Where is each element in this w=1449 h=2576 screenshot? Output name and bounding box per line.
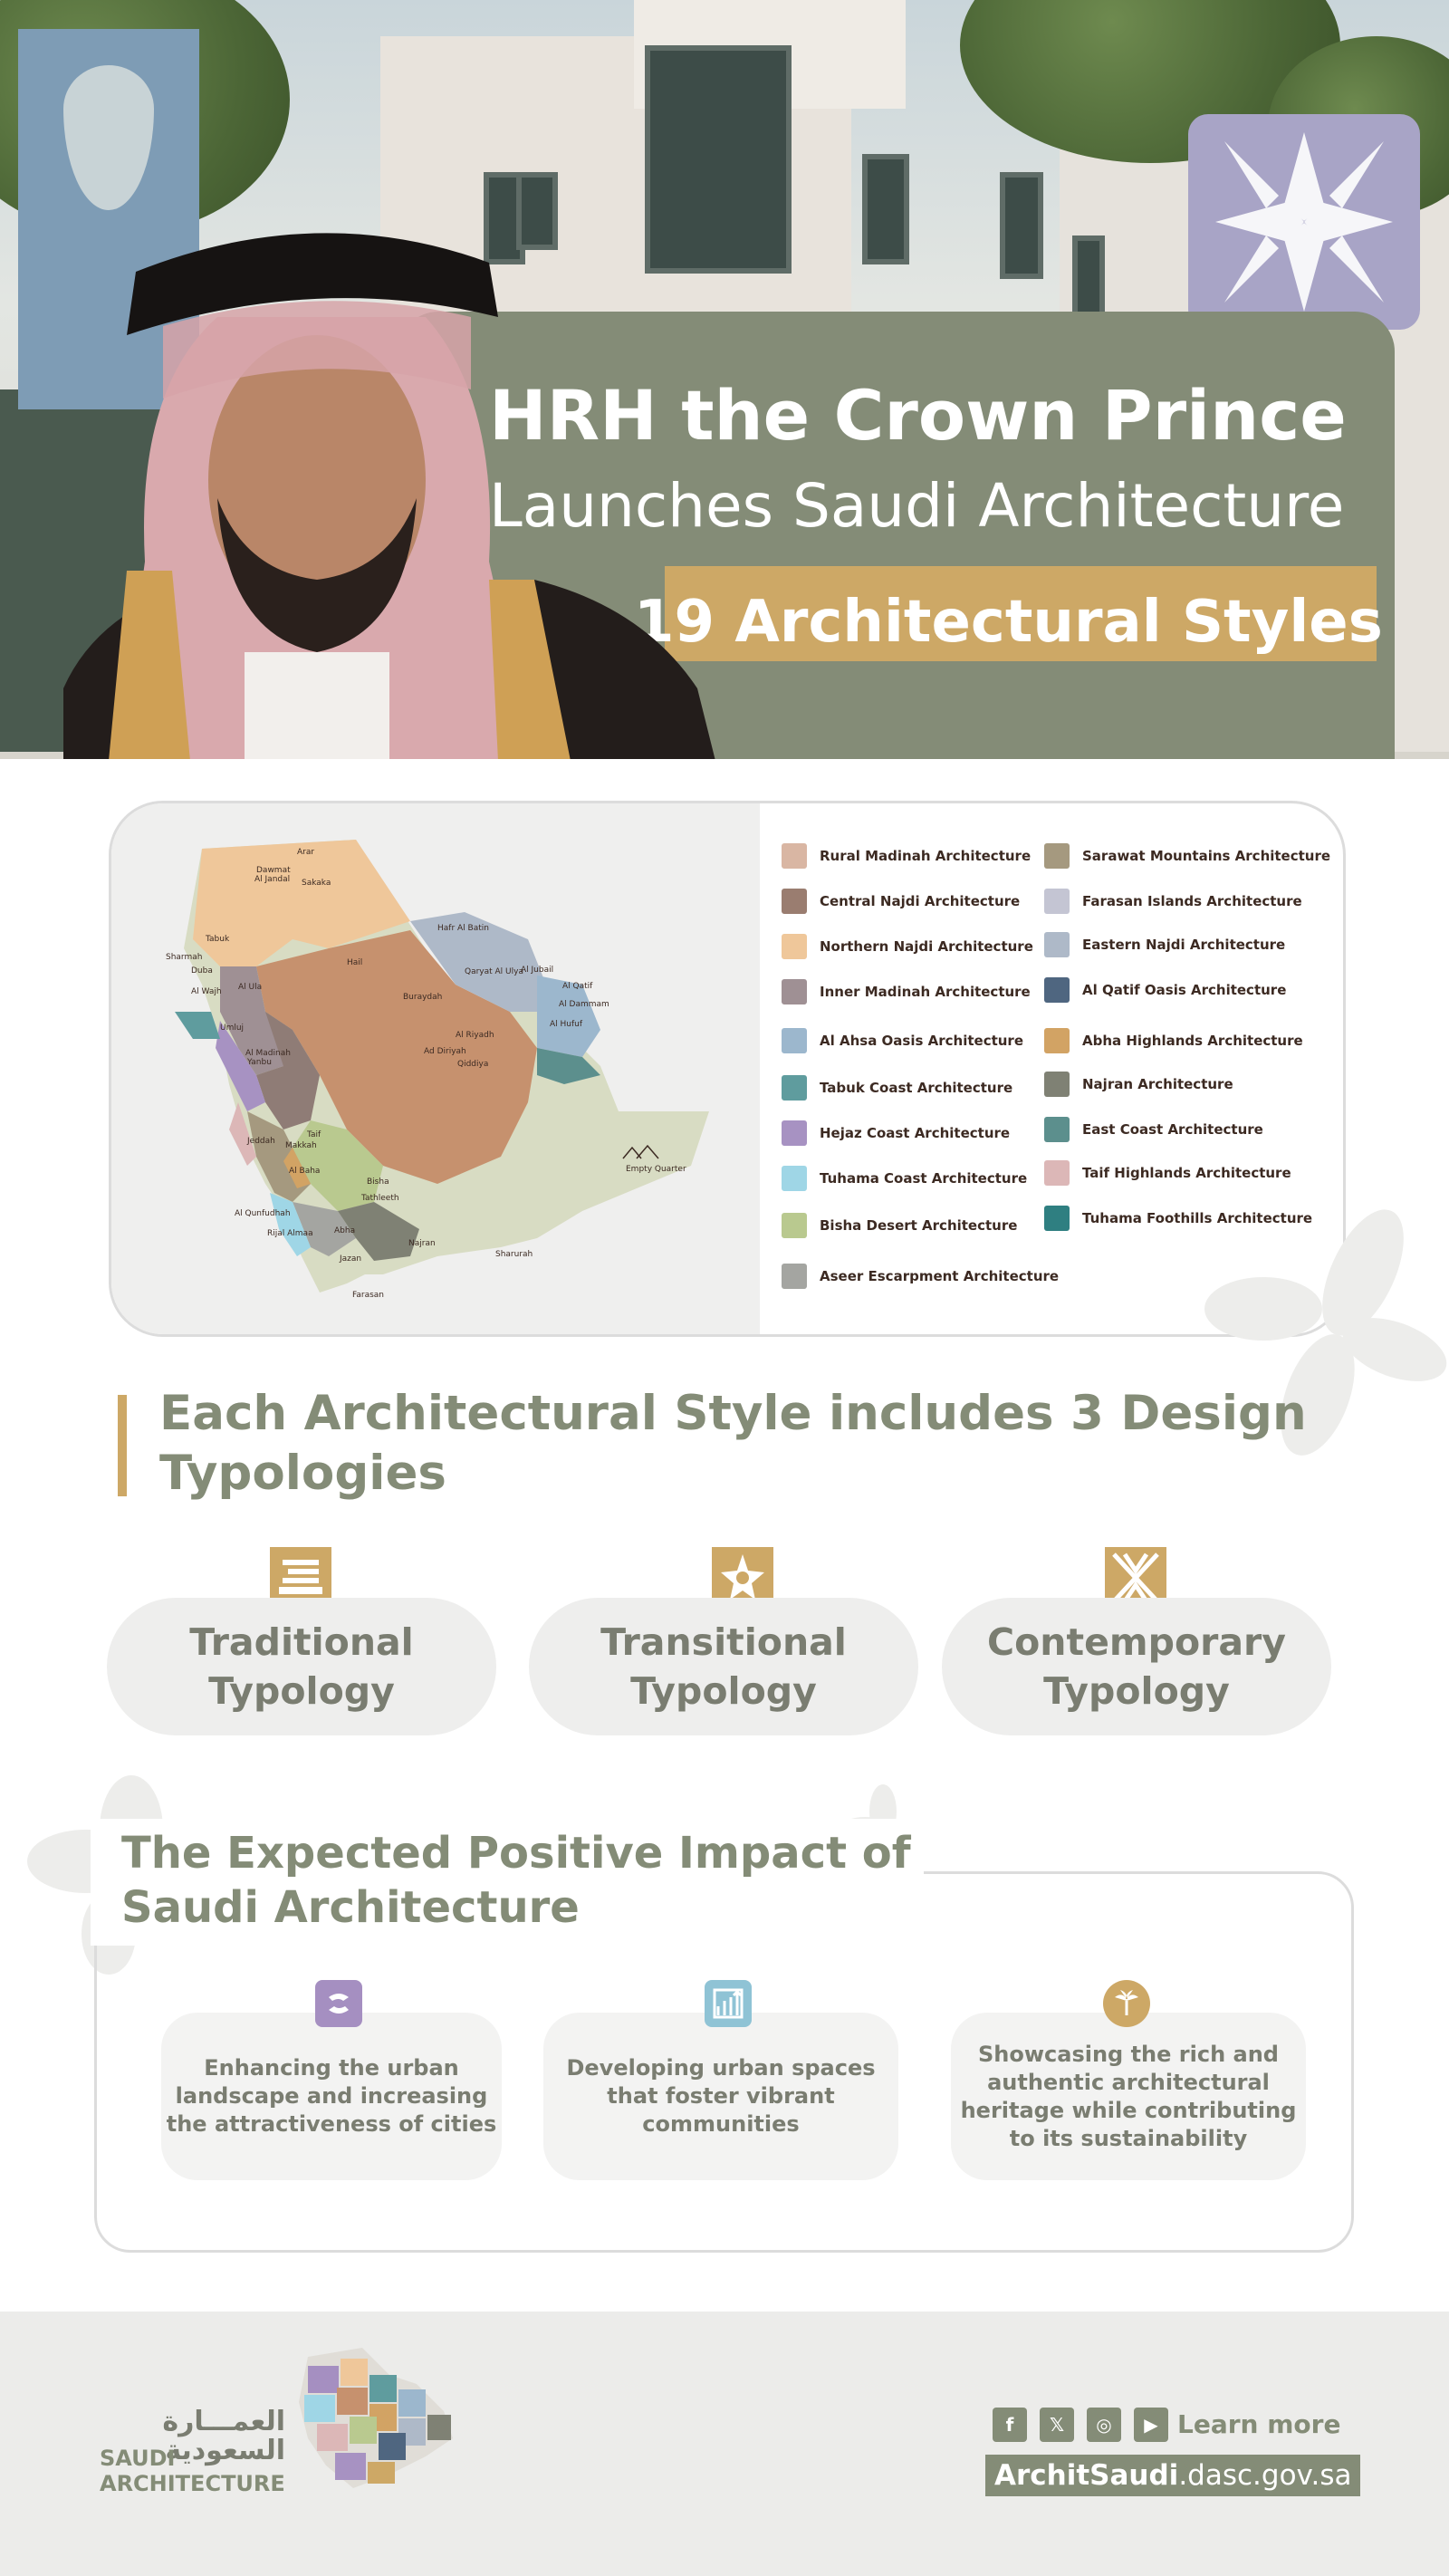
legend-item [782,934,1033,959]
flower-petal-decoration [1204,1277,1322,1341]
impact-card-heritage [951,2013,1306,2180]
legend-swatch [782,1166,807,1191]
map-label-yanbu: Yanbu [247,1058,272,1067]
city-icon [315,1980,362,2027]
map-label-al-qunfudhah: Al Qunfudhah [235,1209,291,1218]
map-label-al-jandal: Al Jandal [254,875,291,884]
legend-label: Farasan Islands Architecture [1082,893,1302,909]
building-window [862,154,909,264]
legend-item [1044,889,1302,914]
contemporary-typology-card [942,1598,1331,1735]
legend-swatch [782,1264,807,1289]
legend-swatch [782,889,807,914]
map-label-makkah: Makkah [285,1141,317,1150]
legend-swatch [1044,1072,1070,1097]
map-label-al-wajh: Al Wajh [191,987,222,996]
saudi-map [111,803,760,1334]
transitional-typology-card [529,1598,918,1735]
saudi-region-map [111,803,760,1334]
legend-label: East Coast Architecture [1082,1121,1263,1138]
map-label-farasan: Farasan [352,1291,384,1300]
map-label-qaryat: Qaryat Al Ulya [465,967,523,976]
styles-map-card [109,801,1346,1337]
impact-text-line: authentic architectural [987,2069,1270,2095]
legend-item [1044,1028,1303,1053]
legend-label: Al Ahsa Oasis Architecture [820,1033,1023,1049]
traditional-typology-card [107,1598,496,1735]
legend-label: Tuhama Foothills Architecture [1082,1210,1313,1226]
hero-banner [0,0,1449,759]
legend-swatch [1044,977,1070,1003]
building-window [1000,172,1043,279]
legend-swatch [1044,1028,1070,1053]
legend-item [1044,1072,1233,1097]
legend-item [1044,1160,1291,1186]
lavender-pattern-panel [1188,114,1420,330]
impact-text [961,2041,1297,2153]
map-label-sharmah: Sharmah [166,953,203,962]
map-label-jeddah: Jeddah [247,1137,275,1146]
x-icon[interactable]: 𝕏 [1040,2408,1074,2442]
map-label-al-baha: Al Baha [289,1167,321,1176]
typology-label: Typology [1043,1669,1230,1713]
hero-subtitle: Launches Saudi Architecture [489,471,1345,541]
map-label-arar: Arar [297,848,315,857]
map-label-al-dammam: Al Dammam [559,1000,609,1009]
impact-text-line: the attractiveness of cities [166,2111,497,2137]
map-label-sakaka: Sakaka [302,879,331,888]
logo-en-line2: ARCHITECTURE [100,2471,285,2496]
map-label-al-madinah: Al Madinah [245,1049,291,1058]
legend-item [782,1213,1017,1238]
impact-card-urban-spaces [543,2013,898,2180]
map-label-tathleeth: Tathleeth [361,1194,399,1203]
legend-item [1044,1117,1263,1142]
map-label-jazan: Jazan [340,1254,362,1264]
website-url-link[interactable] [985,2455,1360,2496]
logo-en-line1: SAUDI [100,2446,176,2471]
legend-swatch [782,1028,807,1053]
legend-label: Najran Architecture [1082,1076,1233,1092]
legend-swatch [782,1213,807,1238]
youtube-icon[interactable]: ▶ [1134,2408,1168,2442]
legend-swatch [1044,1160,1070,1186]
legend-label: Tuhama Coast Architecture [820,1170,1028,1187]
legend-item [782,1028,1023,1053]
typology-name: Traditional [189,1620,414,1664]
map-label-qiddiya: Qiddiya [457,1060,489,1069]
legend-label: Bisha Desert Architecture [820,1217,1018,1234]
legend-label: Al Qatif Oasis Architecture [1082,982,1287,998]
logo-english-text [100,2446,285,2496]
legend-swatch [782,1075,807,1101]
legend-label: Sarawat Mountains Architecture [1082,848,1331,864]
map-label-al-hufuf: Al Hufuf [550,1020,583,1029]
legend-swatch [782,843,807,869]
growth-chart-icon [705,1980,752,2027]
legend-label: Eastern Najdi Architecture [1082,937,1286,953]
learn-more-link[interactable]: Learn more [1177,2409,1341,2439]
logo-arabic-line1: العمـــارة [162,2406,285,2437]
typologies-heading: Each Architectural Style includes 3 Design Typologies [159,1386,1307,1501]
hero-title: HRH the Crown Prince [489,375,1347,456]
impact-heading-line2: Saudi Architecture [121,1882,580,1933]
legend-label: Inner Madinah Architecture [820,984,1031,1000]
legend-label: Aseer Escarpment Architecture [820,1268,1060,1284]
legend-item [1044,843,1330,869]
impact-text-line: to its sustainability [1009,2125,1248,2151]
heading-accent-bar [118,1395,127,1496]
map-label-abha: Abha [334,1226,356,1235]
map-label-umluj: Umluj [220,1024,245,1033]
map-label-al-jubail: Al Jubail [521,966,554,975]
legend-swatch [782,1120,807,1146]
map-label-hafr: Hafr Al Batin [437,924,489,933]
impact-text-line: communities [642,2111,800,2137]
legend-label: Taif Highlands Architecture [1082,1165,1291,1181]
palm-tree-icon [1103,1980,1150,2027]
facebook-icon[interactable]: f [993,2408,1027,2442]
url-domain: .dasc.gov.sa [1178,2459,1352,2492]
url-bold: ArchitSaudi [994,2459,1179,2492]
legend-swatch [1044,889,1070,914]
instagram-icon[interactable]: ◎ [1087,2408,1121,2442]
map-label-tabuk: Tabuk [206,935,230,944]
legend-swatch [1044,1206,1070,1231]
legend-swatch [1044,843,1070,869]
legend-label: Hejaz Coast Architecture [820,1125,1011,1141]
map-label-al-ula: Al Ula [238,983,263,992]
typology-label: Typology [630,1669,817,1713]
crown-prince-portrait [63,181,715,759]
legend-item [1044,932,1285,957]
logo-arabic-line2: السعودية [165,2435,285,2466]
map-label-bisha: Bisha [367,1177,389,1187]
legend-item [782,1166,1027,1191]
impact-text [566,2054,875,2139]
legend-item [782,1120,1010,1146]
legend-item [782,843,1031,869]
impact-text-line: that foster vibrant [607,2083,835,2109]
saudi-architecture-logo-mark [281,2339,462,2493]
legend-label: Abha Highlands Architecture [1082,1033,1303,1049]
star-pattern-icon [1188,114,1420,330]
legend-item [782,1075,1012,1101]
map-label-hail: Hail [347,958,363,967]
impact-card-urban-landscape [161,2013,502,2180]
map-label-duba: Duba [191,966,213,976]
map-label-rijal-almaa: Rijal Almaa [267,1229,313,1238]
impact-text-line: Showcasing the rich and [978,2041,1279,2067]
map-label-empty-quarter: Empty Quarter [626,1165,686,1174]
legend-label: Rural Madinah Architecture [820,848,1032,864]
map-label-dawmat: Dawmat [256,866,291,875]
legend-item [782,889,1020,914]
legend-label: Tabuk Coast Architecture [820,1080,1013,1096]
legend-swatch [782,979,807,1004]
impact-text-line: landscape and increasing [175,2083,488,2109]
legend-swatch [782,934,807,959]
legend-item [1044,1206,1312,1231]
map-label-al-qatif: Al Qatif [562,982,593,991]
map-label-ad-diriyah: Ad Diriyah [424,1047,466,1056]
hero-styles-count: 19 Architectural Styles [634,589,1383,656]
impact-text-line: Enhancing the urban [204,2055,459,2081]
map-label-al-riyadh: Al Riyadh [456,1031,494,1040]
map-label-sharurah: Sharurah [495,1250,533,1259]
building-window [1072,235,1105,319]
impact-text-line: Developing urban spaces [566,2055,876,2081]
map-label-taif: Taif [307,1130,321,1139]
typology-name: Contemporary [987,1620,1286,1664]
legend-item [1044,977,1286,1003]
legend-swatch [1044,1117,1070,1142]
legend-item [782,1264,1059,1289]
legend-label: Central Najdi Architecture [820,893,1021,909]
impact-heading [121,1826,911,1935]
impact-text-line: heritage while contributing [960,2097,1297,2123]
impact-heading-line1: The Expected Positive Impact of [121,1828,911,1879]
legend-item [782,979,1031,1004]
map-label-buraydah: Buraydah [403,993,443,1002]
impact-text [167,2054,497,2139]
typology-label: Typology [208,1669,395,1713]
typology-name: Transitional [600,1620,847,1664]
map-label-najran: Najran [408,1239,436,1248]
legend-label: Northern Najdi Architecture [820,938,1033,955]
legend-swatch [1044,932,1070,957]
